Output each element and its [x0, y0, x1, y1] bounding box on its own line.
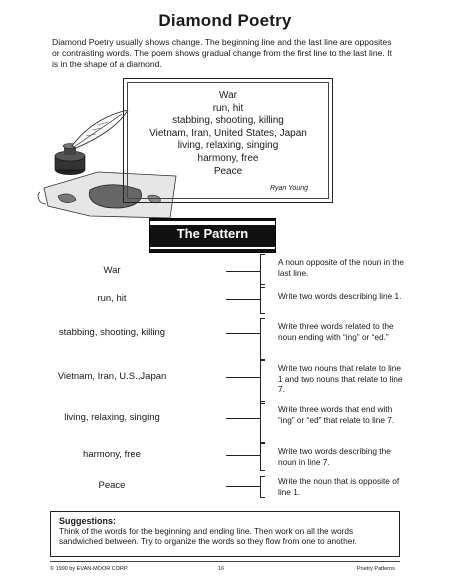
pattern-example: stabbing, shooting, killing — [58, 327, 166, 338]
bracket — [260, 401, 265, 443]
bracket — [260, 254, 265, 288]
pattern-example: harmony, free — [83, 449, 141, 460]
poem-line: Peace — [213, 165, 243, 177]
bracket — [260, 360, 265, 404]
poem-line: War — [219, 90, 237, 101]
footer-divider — [50, 561, 400, 562]
sample-poem-box — [123, 78, 333, 203]
connector-line — [226, 486, 260, 487]
page-title: Diamond Poetry — [158, 11, 292, 30]
pattern-example: Vietnam, Iran, U.S.,Japan — [57, 371, 167, 382]
book-title: Poetry Patterns — [357, 566, 395, 572]
connector-line — [226, 418, 260, 419]
suggestions-box — [50, 511, 400, 557]
suggestions-text: Think of the words for the beginning and ending line. Then work on all the words sandwiched between. Try to organize the words so they flow from one to another. — [59, 526, 357, 547]
poem-line: living, relaxing, singing — [177, 140, 279, 152]
poem-line: run, hit — [212, 102, 244, 114]
pattern-example: run, hit — [97, 293, 127, 304]
poem-line: stabbing, shooting, killing — [172, 115, 284, 127]
bracket — [260, 318, 265, 360]
poem-line: Vietnam, Iran, United States, Japan — [149, 127, 307, 139]
pattern-instruction: Write the noun that is opposite of line 1. — [278, 476, 400, 497]
page-number: 16 — [218, 566, 225, 572]
pattern-banner — [149, 218, 276, 253]
pattern-example: War — [103, 265, 121, 276]
connector-line — [226, 271, 260, 272]
pattern-instruction: Write two words describing the noun in line 7. — [278, 446, 391, 467]
poem-author: Ryan Young — [269, 185, 308, 192]
bracket — [260, 284, 265, 314]
pattern-heading: The Pattern — [176, 226, 249, 241]
connector-line — [226, 333, 260, 334]
bracket — [260, 443, 265, 471]
pattern-instruction: Write two nouns that relate to line 1 and two nouns that relate to line 7. — [278, 363, 403, 395]
connector-line — [226, 377, 260, 378]
bracket — [260, 476, 265, 498]
pattern-instruction: Write three words related to the noun ending with “ing” or “ed.” — [278, 321, 394, 342]
pattern-instruction: Write three words that end with “ing” or “ed” that relate to line 7. — [278, 404, 395, 425]
pattern-example: Peace — [98, 480, 126, 491]
pattern-instruction: Write two words describing line 1. — [278, 291, 402, 301]
copyright: © 1990 by EVAN-MOOR CORP. — [50, 566, 129, 572]
connector-line — [226, 455, 260, 456]
poem-line: harmony, free — [197, 152, 259, 164]
pattern-example: living, relaxing, singing — [64, 412, 160, 423]
connector-line — [226, 299, 260, 300]
suggestions-title: Suggestions: — [59, 516, 117, 526]
sample-poem — [124, 90, 332, 178]
intro-paragraph: Diamond Poetry usually shows change. The beginning line and the last line are opposites or contrasting words. The poem shows gradual change from the first line to the last line. It is in the shape of a diamond. — [52, 37, 392, 69]
pattern-instruction: A noun opposite of the noun in the last line. — [278, 257, 404, 278]
